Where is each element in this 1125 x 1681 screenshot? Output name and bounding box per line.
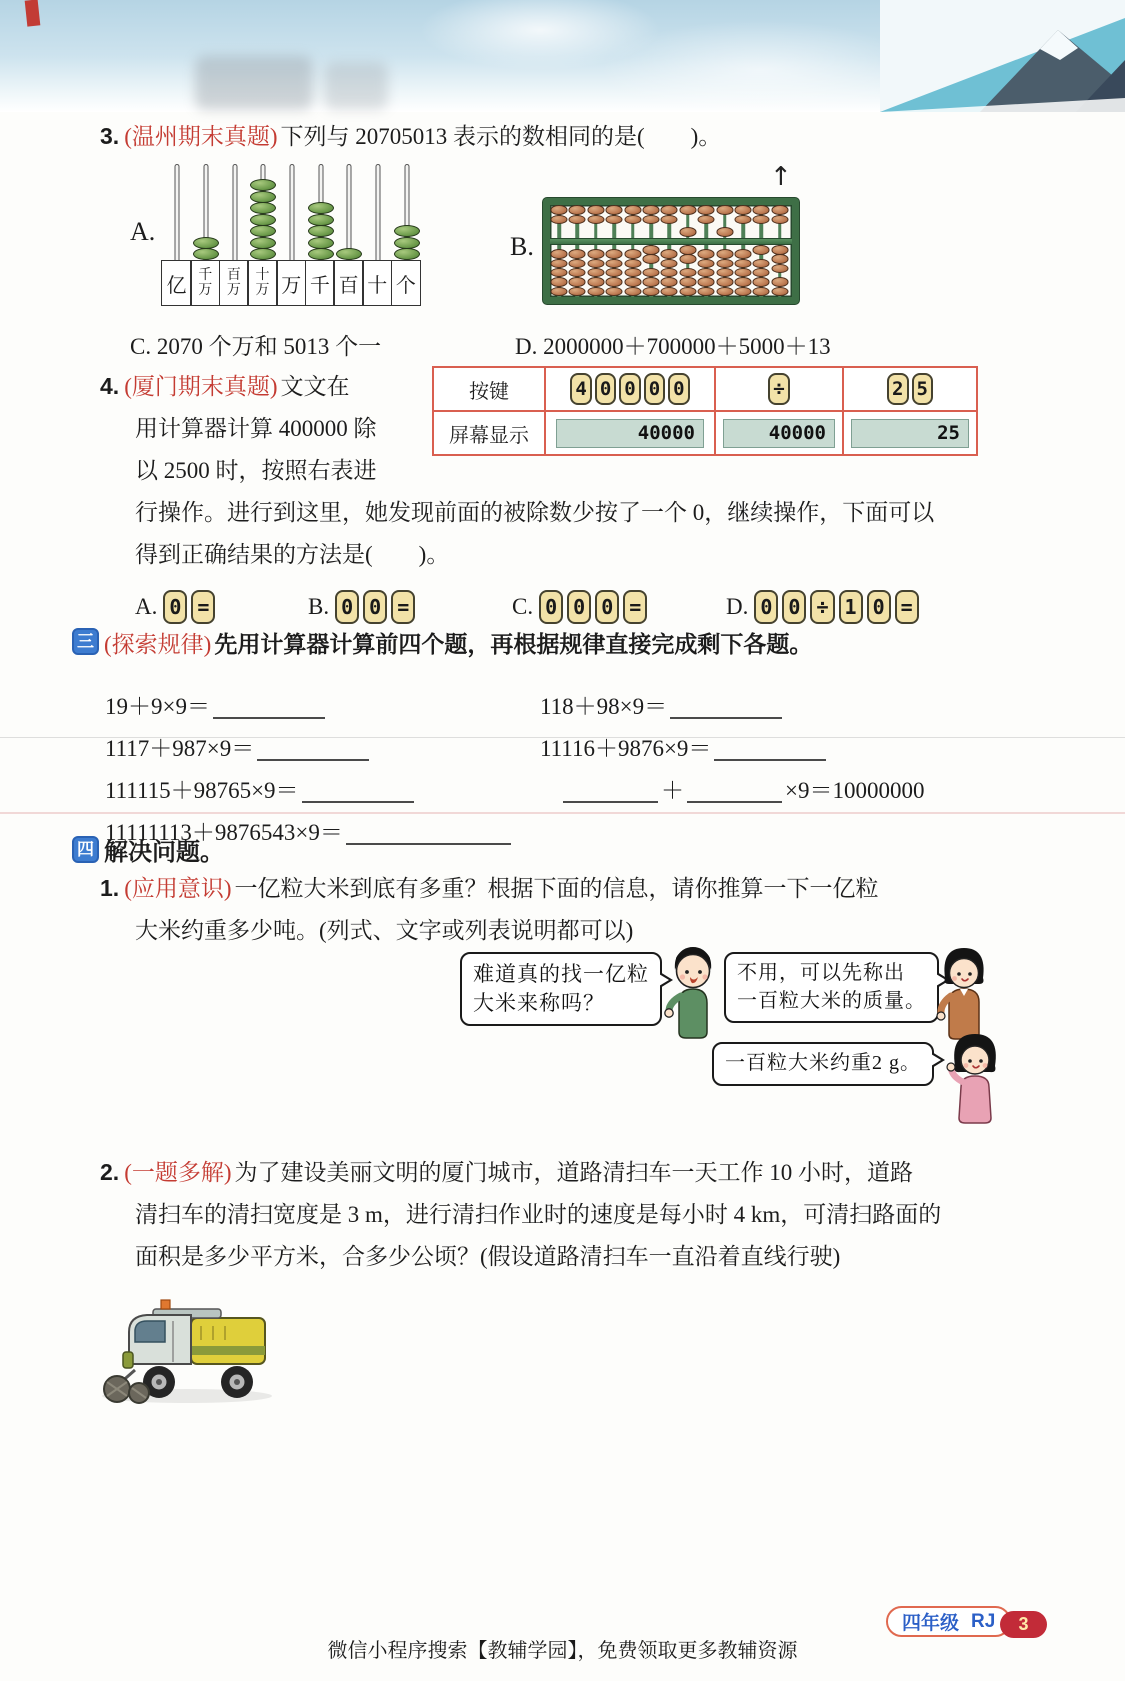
question-4-stem <box>100 372 350 402</box>
calc-key: 0 <box>595 590 619 624</box>
answer-blank <box>714 736 826 761</box>
expression-4: 11116＋9876×9＝ <box>540 734 829 764</box>
pressed-keys-25 <box>844 368 976 410</box>
abacus-bead <box>308 237 334 249</box>
question-3-source-tag: (温州期末真题) <box>124 124 278 149</box>
abacus-bead <box>250 225 276 237</box>
abacus-option-b <box>543 198 799 304</box>
abacus-option-a-place-labels <box>163 260 421 306</box>
answer-option-d-keys <box>752 590 920 624</box>
abacus-bead <box>250 179 276 191</box>
section-3-title: 先用计算器计算前四个题，再根据规律直接完成剩下各题。 <box>214 631 813 657</box>
abacus-bead <box>193 237 219 249</box>
calc-key: 0 <box>644 373 665 405</box>
option-d-text: D. 2000000＋700000＋5000＋13 <box>515 334 831 359</box>
expression-1: 19＋9×9＝ <box>105 692 328 722</box>
calc-key: 0 <box>754 590 778 624</box>
calc-key: ÷ <box>810 590 834 624</box>
mountain-photo <box>880 0 1125 112</box>
question-3-number: 3. <box>100 123 120 149</box>
abacus-bead <box>308 214 334 226</box>
calc-key: 0 <box>335 590 359 624</box>
problem-1-tag: (应用意识) <box>124 876 232 901</box>
scan-artifact-red <box>25 0 41 27</box>
section-3-tag: (探索规律) <box>104 632 212 657</box>
section-3-badge: 三 <box>72 628 99 655</box>
option-b-label: B. <box>510 232 534 261</box>
lcd-display-1: 40000 <box>556 419 704 448</box>
abacus-bead <box>193 248 219 260</box>
abacus-bead <box>394 225 420 237</box>
option-a-label: A. <box>130 217 156 246</box>
boy-cartoon <box>662 944 722 1044</box>
calc-key: ÷ <box>768 373 789 405</box>
answer-blank <box>302 778 414 803</box>
place-value-label: 个 <box>391 260 421 306</box>
section-3-heading <box>104 630 812 660</box>
place-value-label: 千 万 <box>190 260 220 306</box>
abacus-rod <box>249 164 278 260</box>
calc-key: 2 <box>887 373 908 405</box>
answer-blank <box>670 694 782 719</box>
place-value-label: 万 <box>276 260 306 306</box>
expression-7: 11111113＋9876543×9＝ <box>105 818 514 848</box>
abacus-bead <box>308 225 334 237</box>
expression-5: 111115＋98765×9＝ <box>105 776 417 806</box>
answer-option-c-label: C. <box>512 594 534 620</box>
answer-option-b-label: B. <box>308 594 330 620</box>
abacus-rod <box>192 164 221 260</box>
abacus-rod <box>335 164 364 260</box>
page-header-art <box>0 0 1125 112</box>
calc-key: = <box>191 590 215 624</box>
answer-blank <box>213 694 325 719</box>
abacus-bead <box>250 237 276 249</box>
question-4-line5: 得到正确结果的方法是( )。 <box>135 542 450 567</box>
expression-3: 1117＋987×9＝ <box>105 734 372 764</box>
problem-1-line1: 一亿粒大米到底有多重？根据下面的信息，请你推算一下一亿粒 <box>234 876 879 901</box>
calc-key: 0 <box>668 373 689 405</box>
problem-2-line1: 为了建设美丽文明的厦门城市，道路清扫车一天工作 10 小时，道路 <box>234 1160 914 1185</box>
problem-2-line2: 清扫车的清扫宽度是 3 m，进行清扫作业时的速度是每小时 4 km，可清扫路面的 <box>135 1202 942 1227</box>
screen-row-label: 屏幕显示 <box>449 424 529 447</box>
answer-option-b-keys <box>333 590 417 624</box>
lcd-display-2: 40000 <box>723 419 835 448</box>
answer-option-a-keys <box>161 590 217 624</box>
abacus-rod <box>220 164 249 260</box>
keys-row <box>434 368 976 410</box>
expression-2: 118＋98×9＝ <box>540 692 785 722</box>
answer-option-d-label: D. <box>726 594 749 620</box>
question-3-text: 下列与 20705013 表示的数相同的是( )。 <box>280 124 722 149</box>
place-value-label: 千 <box>305 260 335 306</box>
place-value-label: 亿 <box>161 260 191 306</box>
suanpan-beam <box>550 238 792 245</box>
calc-key: 1 <box>839 590 863 624</box>
abacus-rod <box>163 164 192 260</box>
problem-2-line3: 面积是多少平方米，合多少公顷？(假设道路清扫车一直沿着直线行驶) <box>135 1244 841 1269</box>
footer-promo-text: 微信小程序搜索【教辅学园】，免费领取更多教辅资源 <box>327 1640 798 1662</box>
woman-cartoon <box>935 944 993 1044</box>
street-sweeper-image <box>95 1288 280 1406</box>
abacus-bead <box>336 248 362 260</box>
question-4-line4: 行操作。进行到这里，她发现前面的被除数少按了一个 0，继续操作，下面可以 <box>135 500 935 525</box>
answer-blank <box>687 778 782 803</box>
section-4-badge: 四 <box>72 836 99 863</box>
screen-row <box>434 410 976 454</box>
abacus-rod <box>278 164 307 260</box>
problem-2-stem <box>100 1158 913 1188</box>
girl-cartoon <box>946 1030 1004 1128</box>
calc-key: 5 <box>912 373 933 405</box>
calc-key: 0 <box>567 590 591 624</box>
calc-key: 0 <box>595 373 616 405</box>
question-4-number: 4. <box>100 373 120 399</box>
calc-key: = <box>895 590 919 624</box>
question-4-line2: 用计算器计算 400000 除 <box>135 416 377 441</box>
calc-key: 4 <box>570 373 591 405</box>
scan-artifact-blob <box>324 62 388 110</box>
answer-option-a <box>135 590 217 624</box>
option-c-text: C. 2070 个万和 5013 个一 <box>130 334 382 359</box>
page-number-badge: 3 <box>1000 1611 1047 1638</box>
question-4-line1: 文文在 <box>280 374 350 399</box>
lcd-display-3: 25 <box>851 419 969 448</box>
speech-bubble-woman: 不用，可以先称出 一百粒大米的质量。 <box>724 952 939 1023</box>
problem-2-tag: (一题多解) <box>124 1160 232 1185</box>
abacus-bead <box>250 191 276 203</box>
question-3-stem <box>100 122 721 152</box>
calculator-table <box>432 366 978 456</box>
speech-bubble-girl: 一百粒大米约重2 g。 <box>712 1042 934 1086</box>
problem-1-stem <box>100 874 879 904</box>
place-value-label: 百 <box>333 260 363 306</box>
calc-key: 0 <box>782 590 806 624</box>
expression-6: ＋ ×9＝10000000 <box>560 776 924 806</box>
answer-option-a-label: A. <box>135 594 158 620</box>
abacus-rod <box>364 164 393 260</box>
answer-blank <box>346 820 511 845</box>
pressed-key-divide <box>716 368 844 410</box>
section-4-title: 解决问题。 <box>104 839 224 866</box>
abacus-bead <box>250 214 276 226</box>
speech-bubble-boy: 难道真的找一亿粒 大米来称吗？ <box>460 952 662 1026</box>
calc-key: 0 <box>163 590 187 624</box>
calc-key: 0 <box>363 590 387 624</box>
scan-artifact-blob <box>195 56 313 110</box>
problem-1-line2: 大米约重多少吨。(列式、文字或列表说明都可以) <box>135 918 634 943</box>
abacus-rod <box>392 164 421 260</box>
edition-label: RJ <box>971 1610 996 1632</box>
abacus-rod <box>306 164 335 260</box>
calc-key: 0 <box>539 590 563 624</box>
scan-line <box>0 812 1125 814</box>
question-4-line3: 以 2500 时，按照右表进 <box>135 458 377 483</box>
problem-1-number: 1. <box>100 875 120 901</box>
calc-key: = <box>623 590 647 624</box>
answer-blank <box>563 778 658 803</box>
answer-option-c-keys <box>537 590 649 624</box>
answer-option-b <box>308 590 417 624</box>
calc-key: 0 <box>619 373 640 405</box>
keys-row-label: 按键 <box>469 380 509 403</box>
problem-2-number: 2. <box>100 1159 120 1185</box>
answer-option-d <box>726 590 921 624</box>
abacus-bead <box>250 202 276 214</box>
grade-label: 四年级 <box>902 1613 960 1634</box>
answer-blank <box>257 736 369 761</box>
question-4-source-tag: (厦门期末真题) <box>124 374 278 399</box>
grade-badge <box>886 1606 1011 1637</box>
calc-key: = <box>391 590 415 624</box>
abacus-bead <box>308 202 334 214</box>
place-value-label: 十 万 <box>247 260 277 306</box>
abacus-bead <box>308 248 334 260</box>
calc-key: 0 <box>867 590 891 624</box>
place-value-label: 百 万 <box>219 260 249 306</box>
abacus-bead <box>394 237 420 249</box>
arrow-up-icon: ↑ <box>770 162 792 192</box>
abacus-bead <box>250 248 276 260</box>
place-value-label: 十 <box>362 260 392 306</box>
pressed-keys-40000 <box>546 368 716 410</box>
answer-option-c <box>512 590 649 624</box>
abacus-option-a-rods <box>163 164 421 260</box>
abacus-bead <box>394 248 420 260</box>
